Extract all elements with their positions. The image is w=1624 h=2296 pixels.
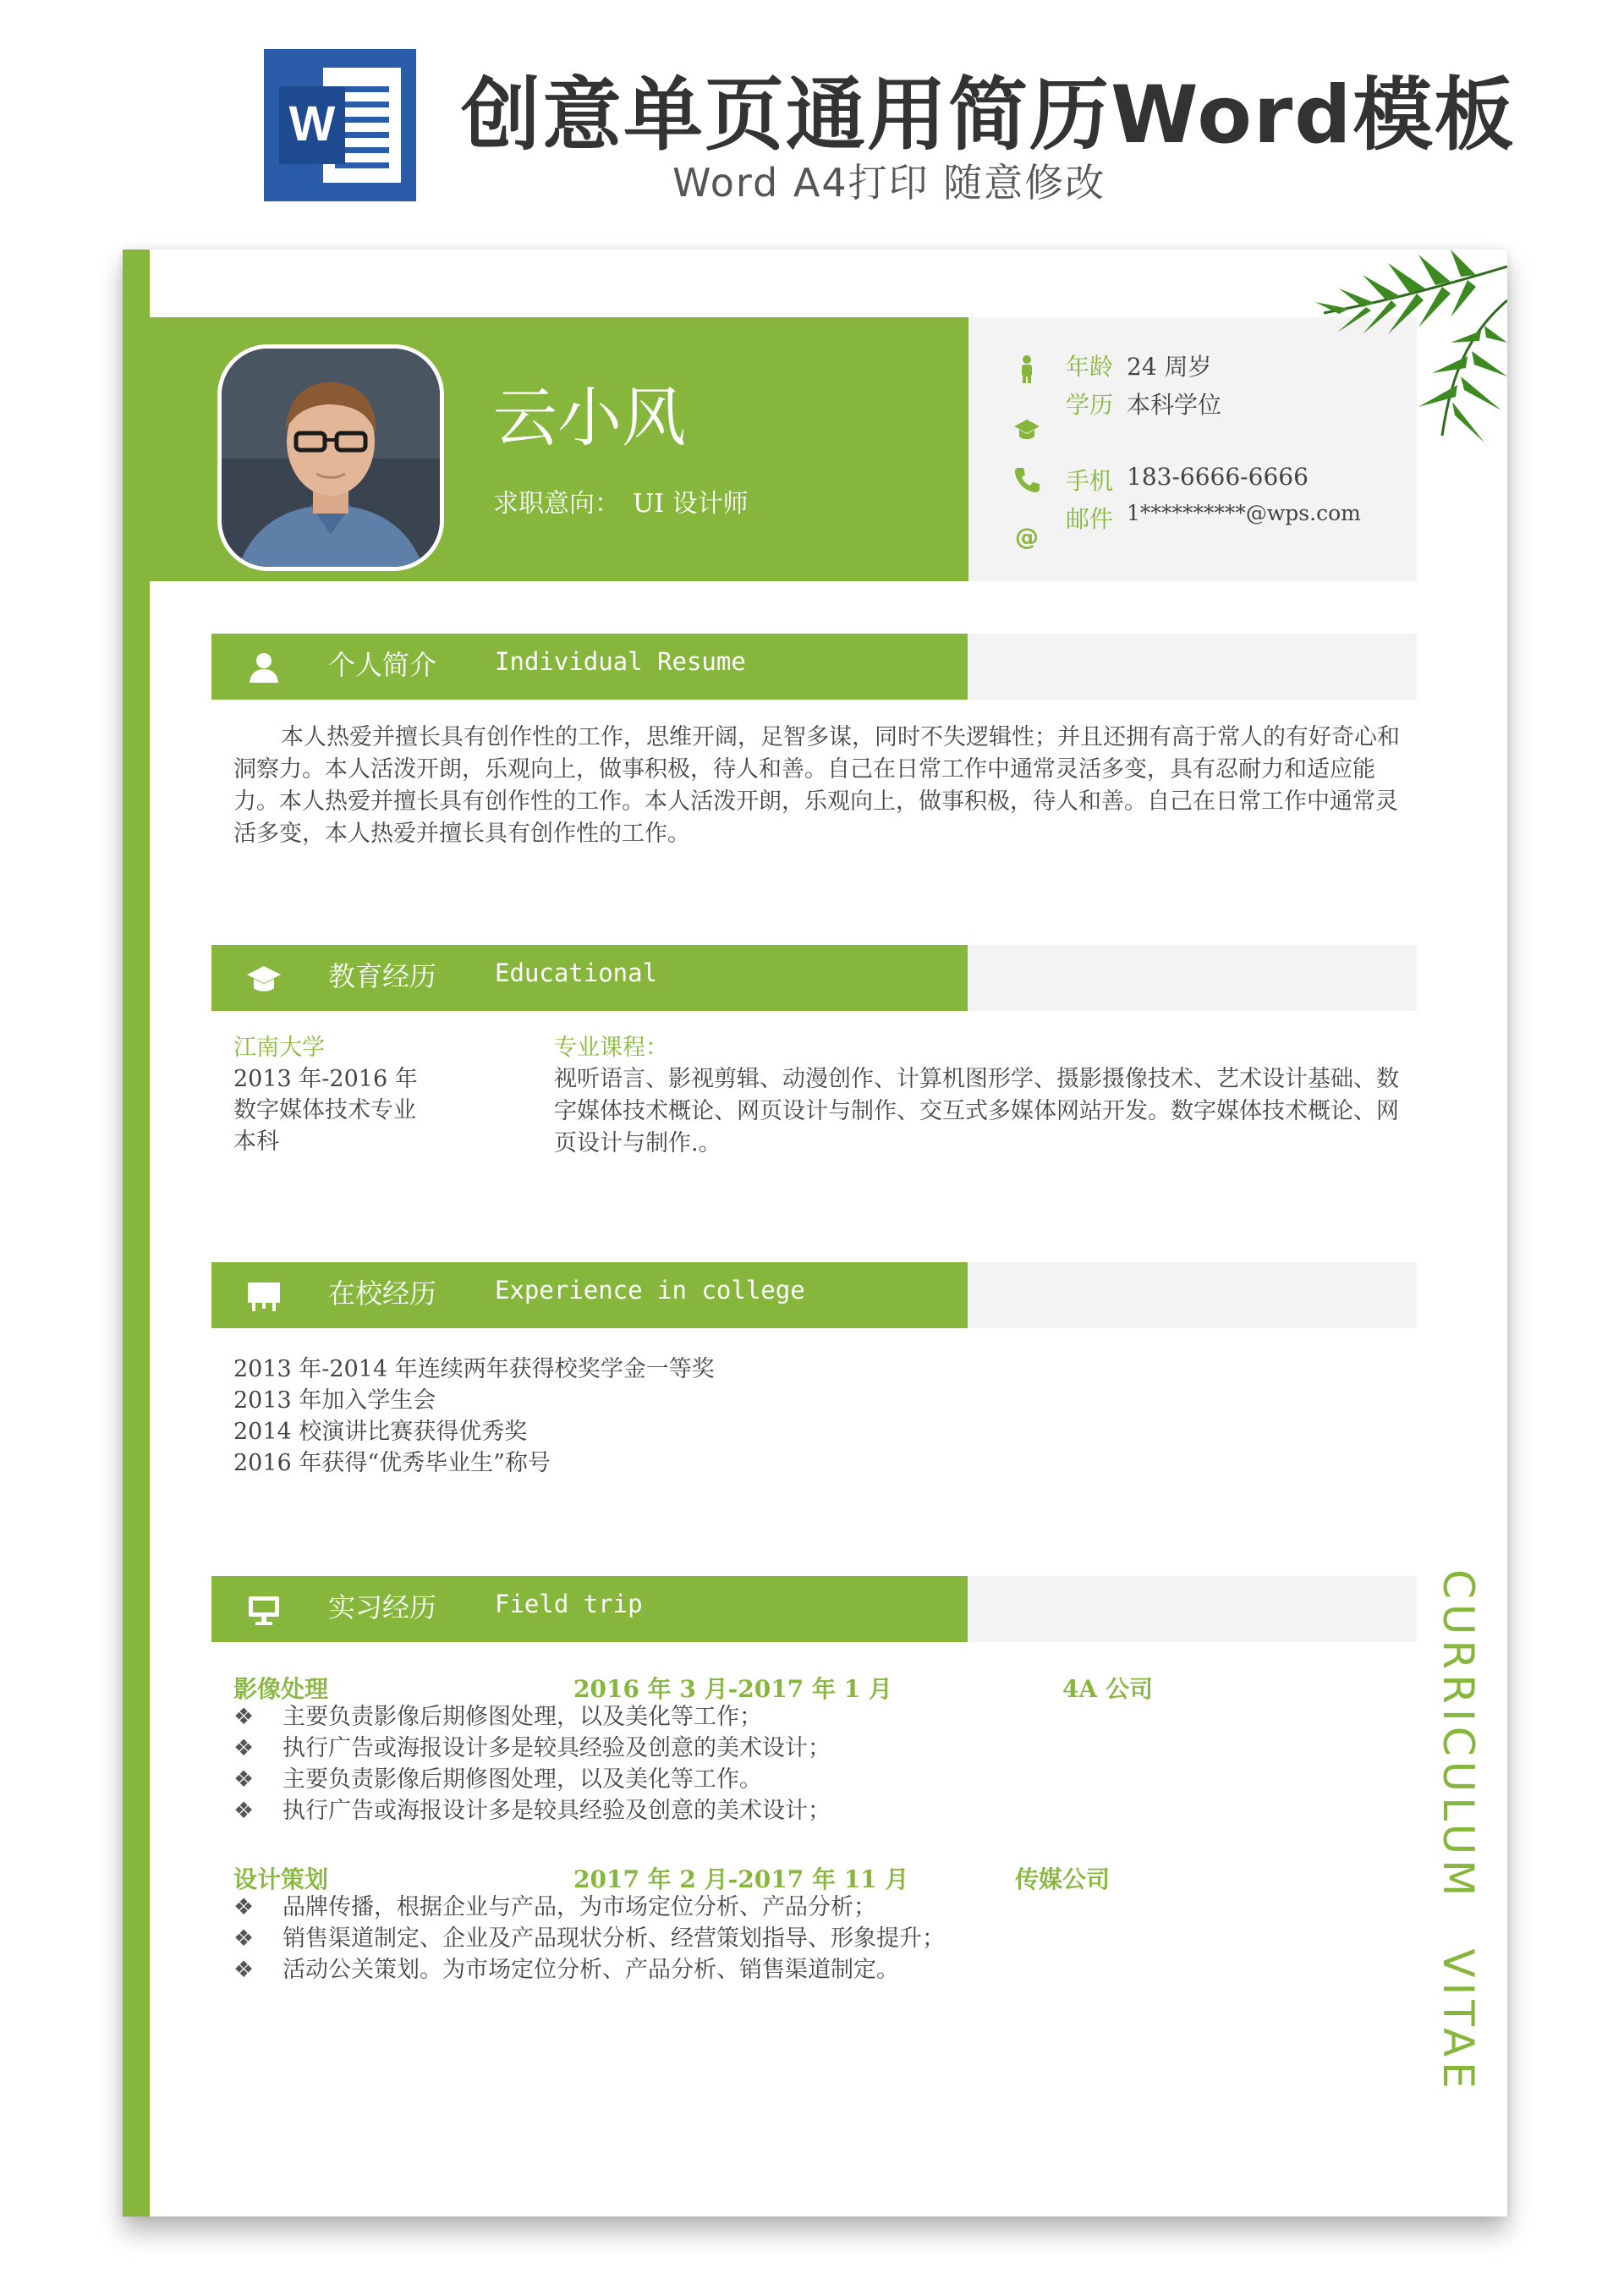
- job-bullet: [233, 1892, 876, 1924]
- job-intention: 求职意向： UI 设计师: [493, 489, 749, 519]
- age-label: 年龄: [1066, 353, 1114, 381]
- section-title-en: Educational: [495, 958, 658, 987]
- job-bullet-text: 主要负责影像后期修图处理，以及美化等工作；: [283, 1704, 762, 1730]
- candidate-name: 云小风: [493, 380, 686, 455]
- education-value: 本科学位: [1127, 391, 1222, 419]
- at-icon: [1012, 522, 1041, 551]
- campus-item: 2014 校演讲比赛获得优秀奖: [233, 1419, 528, 1445]
- campus-item: 2016 年获得“优秀毕业生”称号: [233, 1450, 551, 1476]
- job-bullet: [233, 1923, 945, 1955]
- person-icon: [1012, 354, 1041, 383]
- job-bullet-text: 执行广告或海报设计多是较具经验及创意的美术设计；: [283, 1798, 831, 1824]
- school-name: 江南大学: [233, 1035, 325, 1061]
- job-bullet-text: 执行广告或海报设计多是较具经验及创意的美术设计；: [283, 1735, 831, 1761]
- bullet-diamond-icon: ❖: [233, 1735, 255, 1761]
- job-period: 2017 年 2 月-2017 年 11 月: [573, 1865, 909, 1893]
- section-title-en: Experience in college: [495, 1276, 805, 1305]
- section-title-en: Individual Resume: [495, 647, 746, 676]
- age-value: 24 周岁: [1127, 353, 1212, 381]
- graduation-cap-icon: [1012, 415, 1041, 444]
- section-title-en: Field trip: [495, 1590, 643, 1618]
- education-major: 数字媒体技术专业: [233, 1097, 416, 1123]
- email-label: 邮件: [1066, 505, 1114, 533]
- graduation-cap-icon: [245, 960, 283, 997]
- email-value: 1**********@wps.com: [1127, 501, 1361, 525]
- bullet-diamond-icon: ❖: [233, 1704, 255, 1730]
- job-bullet: [233, 1795, 831, 1827]
- svg-text:@: @: [1015, 523, 1039, 551]
- page-subtitle: Word A4打印 随意修改: [672, 160, 1106, 206]
- job-bullet-text: 活动公关策划。为市场定位分析、产品分析、销售渠道制定。: [283, 1957, 899, 1983]
- section-header-campus: [211, 1262, 1417, 1328]
- word-logo-letter: W: [288, 96, 336, 151]
- bullet-diamond-icon: ❖: [233, 1925, 255, 1952]
- courses-text: 视听语言、影视剪辑、动漫创作、计算机图形学、摄影摄像技术、艺术设计基础、数字媒体技术概论、网页设计与制作、交互式多媒体网站开发。数字媒体技术概论、网页设计与制作.。: [554, 1066, 1399, 1156]
- palm-leaf-decoration: [1197, 250, 1507, 444]
- job-bullet: [233, 1954, 899, 1986]
- avatar-portrait-icon: [222, 349, 440, 567]
- bullet-diamond-icon: ❖: [233, 1894, 255, 1920]
- resume-sheet: [123, 250, 1507, 2216]
- phone-label: 手机: [1066, 467, 1114, 495]
- section-header-internship: [211, 1576, 1417, 1642]
- word-logo-icon: [264, 49, 416, 201]
- job-bullet: [233, 1764, 762, 1796]
- bullet-diamond-icon: ❖: [233, 1957, 255, 1983]
- monitor-icon: [245, 1591, 283, 1629]
- education-period: 2013 年-2016 年: [233, 1066, 418, 1092]
- job-bullet-text: 销售渠道制定、企业及产品现状分析、经营策划指导、形象提升；: [283, 1925, 945, 1952]
- job-bullet-text: 主要负责影像后期修图处理，以及美化等工作。: [283, 1766, 762, 1793]
- presentation-board-icon: [245, 1277, 283, 1315]
- bullet-diamond-icon: ❖: [233, 1798, 255, 1824]
- courses-label: 专业课程：: [554, 1035, 668, 1061]
- education-degree: 本科: [233, 1129, 279, 1155]
- job-role: 影像处理: [233, 1675, 329, 1703]
- job-bullet-text: 品牌传播，根据企业与产品，为市场定位分析、产品分析；: [283, 1894, 876, 1920]
- job-bullet: [233, 1701, 762, 1733]
- campus-item: 2013 年加入学生会: [233, 1387, 436, 1414]
- section-title-cn: 教育经历: [328, 960, 437, 992]
- section-title-cn: 在校经历: [328, 1277, 437, 1310]
- section-title-cn: 实习经历: [328, 1591, 437, 1623]
- phone-value: 183-6666-6666: [1127, 463, 1309, 491]
- section-header-education: [211, 945, 1417, 1011]
- job-company: 4A 公司: [1062, 1675, 1153, 1703]
- avatar: [217, 344, 444, 571]
- left-accent-bar: [123, 250, 150, 2216]
- bullet-diamond-icon: ❖: [233, 1766, 255, 1793]
- job-period: 2016 年 3 月-2017 年 1 月: [573, 1675, 892, 1703]
- user-icon: [245, 649, 283, 686]
- curriculum-vitae-vertical-text: [1425, 1569, 1484, 2128]
- education-label: 学历: [1066, 391, 1114, 419]
- job-bullet: [233, 1733, 831, 1765]
- curriculum-vitae-label: CURRICULUM VITAE: [1434, 1569, 1483, 2094]
- phone-icon: [1012, 465, 1041, 494]
- section-header-intro: [211, 634, 1417, 700]
- page-title: 创意单页通用简历Word模板: [461, 69, 1516, 162]
- intro-paragraph: 本人热爱并擅长具有创作性的工作，思维开阔，足智多谋，同时不失逻辑性；并且还拥有高于常人的有好奇心和洞察力。本人活泼开朗，乐观向上，做事积极，待人和善。自己在日常工作中通常灵活多变，具有忍耐力和适应能力。本人热爱并擅长具有创作性的工作。本人活泼开朗，乐观向上，做事积极，待人和善。自己在日常工作中通常灵活多变，本人热爱并擅长具有创作性的工作。: [233, 724, 1400, 847]
- section-title-cn: 个人简介: [328, 649, 437, 681]
- job-role: 设计策划: [233, 1865, 329, 1893]
- campus-item: 2013 年-2014 年连续两年获得校奖学金一等奖: [233, 1356, 715, 1382]
- job-company: 传媒公司: [1015, 1865, 1111, 1893]
